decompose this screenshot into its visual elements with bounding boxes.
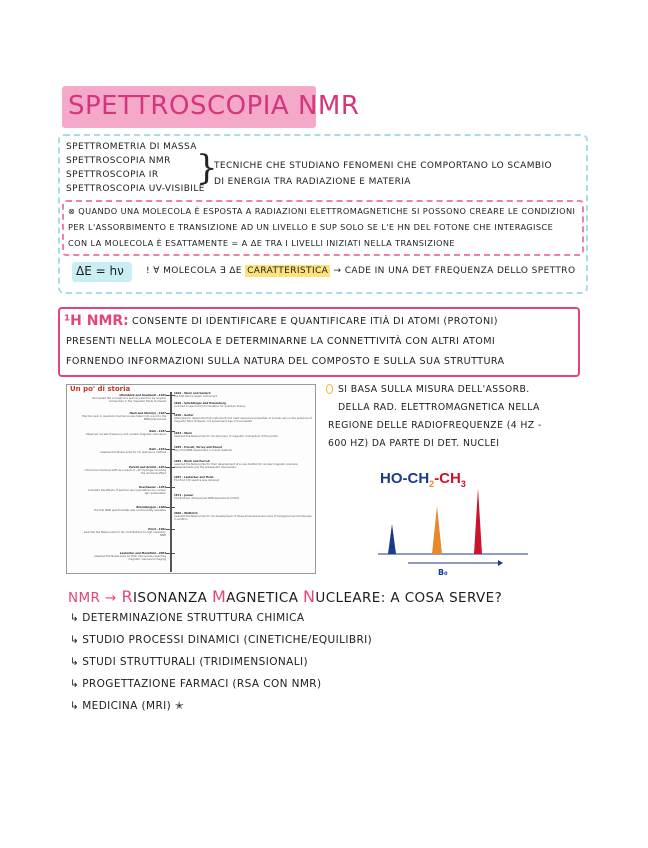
history-entry-right: [174, 494, 314, 500]
history-entry-text: awarded the Nobel prize for their development of a new method for nuclear magnetic precision measurements and the subsequent discoveries: [174, 463, 299, 470]
techniques-note: TECNICHE CHE STUDIANO FENOMENI CHE COMPORTANO LO SCAMBIO: [214, 161, 552, 171]
history-entry-who: Uhlenbeck and Goudsmit - 1925: [119, 394, 166, 397]
note-line: PER L'ASSORBIMENTO E TRANSIZIONE AD UN LIVELLO E SUP SOLO SE L'E HΝ DEL FOTONE CHE INTERAGISCE: [68, 222, 554, 232]
timeline-tick: [166, 487, 175, 488]
history-entry-text: Observed nuclear frequency and nuclear magnetic resonance: [85, 433, 166, 437]
history-entry-text: awarded the Nobel prize for his discovery of magnetic momentum of the proton: [174, 435, 278, 439]
history-entry-who: Rabi - 1944: [149, 448, 166, 451]
application-label: MEDICINA (MRI) ✭: [82, 700, 185, 712]
history-entry-left: [82, 466, 166, 476]
history-entry-text: Electron spin in quantum mechanics was taken into a and to the NMR phenomena: [82, 415, 166, 422]
spectrum-text: DELLA RAD. ELETTROMAGNETICA NELLA: [338, 402, 540, 413]
question-part: AGNETICA: [226, 590, 304, 606]
note-line: CON LA MOLECOLA È ESATTAMENTE = A ΔE TRA I LIVELLI INIZIATI NELLA TRANSIZIONE: [68, 238, 455, 248]
molecule-statement: [146, 266, 575, 276]
application-item: ↳ DETERMINAZIONE STRUTTURA CHIMICA: [70, 612, 305, 624]
history-entry-text: The first two dimensional NMR experiment (COSY): [174, 497, 240, 501]
history-entry-left: [82, 528, 166, 538]
application-item: ↳ STUDI STRUTTURALI (TRIDIMENSIONALI): [70, 656, 308, 668]
application-item: ↳ PROGETTAZIONE FARMACI (RSA CON NMR): [70, 678, 322, 690]
history-entry-text: awarded the Nobel prize for his resonance method: [100, 451, 166, 455]
history-entry-text: attempted to design the first instrument and used resonance properties of nuclear spin in the presence of magnetic field. However, his experiment was not successful: [174, 417, 312, 424]
question-part: UCLEARE: A COSA SERVE?: [315, 590, 503, 606]
molecule-formula: [380, 470, 466, 489]
history-entry-text: awarded the Nobel prize for their discoveries regarding magnetic resonance imaging: [94, 555, 166, 562]
molecule-sub: 3: [460, 479, 466, 489]
history-entry-text: very first NMR experiment in a bulk material: [174, 449, 232, 453]
history-entry-text: discovered the concept of a spinning electron by angular momentum in the magnetic fields moments: [91, 397, 166, 404]
history-entry-left: [82, 430, 166, 436]
history-entry-who: Bloembergen - 1960: [136, 506, 166, 509]
timeline-tick: [166, 529, 175, 530]
history-entry-left: [82, 412, 166, 422]
history-entry-right: [174, 414, 314, 424]
history-entry-who: 1971 - Jeener: [174, 494, 194, 497]
b0-arrowhead: [498, 560, 503, 566]
question-part: M: [211, 587, 227, 606]
application-item: ↳ MEDICINA (MRI) ✭: [70, 700, 185, 712]
characteristic-highlight: CARATTERISTICA: [247, 266, 329, 276]
history-title: Un po' di storia: [70, 385, 131, 393]
spectrum-text: REGIONE DELLE RADIOFREQUENZE (4 HZ -: [328, 420, 542, 431]
nmr-question-heading: [68, 587, 502, 606]
history-entry-left: [82, 448, 166, 454]
application-label: PROGETTAZIONE FARMACI (RSA CON NMR): [82, 678, 322, 690]
history-entry-left: [82, 394, 166, 404]
history-entry-text: included a new branch formulation for quantum theory: [174, 405, 246, 409]
history-entry-who: 1957 - Lauterbur and Holm: [174, 476, 214, 479]
history-entry-who: Purcell and Arnold - 1951: [128, 466, 166, 469]
page-title: SPETTROSCOPIA NMR: [68, 91, 360, 121]
history-entry-left: [82, 486, 166, 496]
nmr-definition-line: PRESENTI NELLA MOLECOLA E DETERMINARNE LA CONNETTIVITÀ CON ALTRI ATOMI: [66, 336, 496, 347]
technique-item: SPETTROSCOPIA IR: [66, 170, 159, 180]
question-part: R: [121, 587, 133, 606]
molecule-sub: 2: [429, 479, 435, 489]
history-entry-right: [174, 446, 314, 452]
molecule-statement-suffix: → CADE IN UNA DET FREQUENZA DELLO SPETTRO: [333, 266, 576, 276]
timeline-tick: [166, 553, 175, 554]
history-entry-text: awarded the Nobel prize for his contributions to high resolution NMR: [83, 531, 166, 538]
question-part: ISONANZA: [132, 590, 212, 606]
application-item: ↳ STUDIO PROCESSI DINAMICI (CINETICHE/EQUILIBRI): [70, 634, 373, 646]
history-entry-who: 1952 - Bloch and Purcell: [174, 460, 210, 463]
spectrum-text: SI BASA SULLA MISURA DELL'ASSORB.: [338, 384, 530, 395]
energy-equation: ΔE = hν: [76, 264, 124, 278]
application-label: DETERMINAZIONE STRUTTURA CHIMICA: [82, 612, 305, 624]
application-label: STUDIO PROCESSI DINAMICI (CINETICHE/EQUILIBRI): [82, 634, 373, 646]
history-entry-who: Lauterbur and Mansfield - 2003: [119, 552, 166, 555]
history-entry-right: [174, 460, 314, 470]
history-entry-left: [82, 506, 166, 512]
peak-ch3: [474, 488, 482, 554]
brace: }: [196, 148, 218, 188]
application-label: STUDI STRUTTURALI (TRIDIMENSIONALI): [82, 656, 308, 668]
technique-item: SPETTROSCOPIA UV-VISIBILE: [66, 184, 205, 194]
question-part: N: [303, 587, 316, 606]
history-entry-text: introduced chemical shift as a result of ~1H hydrogen bonding the chemical effect: [84, 469, 166, 476]
history-entry-who: Rabi - 1937: [149, 430, 166, 433]
spectrum-text: 600 HZ) DA PARTE DI DET. NUCLEI: [328, 438, 500, 449]
bullet-icon: [326, 384, 333, 394]
history-entry-right: [174, 402, 314, 408]
history-entry-right: [174, 432, 314, 438]
techniques-note: DI ENERGIA TRA RADIAZIONE E MATERIA: [214, 177, 411, 187]
molecule-statement-prefix: ! ∀ MOLECOLA ∃ ΔE: [146, 266, 242, 276]
history-entry-who: 1922 - Stern and Gerlach: [174, 392, 211, 395]
b0-label: B₀: [438, 568, 448, 577]
history-entry-who: 1926 - Schrödinger and Heisenberg: [174, 402, 226, 405]
nmr-heading: ¹H NMR:: [64, 313, 129, 329]
history-entry-who: 1936 - Gorter: [174, 414, 194, 417]
question-part: NMR: [68, 590, 101, 606]
history-entry-who: 1945 - Purcell, Torrey and Pound: [174, 446, 222, 449]
history-entry-text: indicated the effects of electron spin populations by nuclear spin polarization: [87, 489, 166, 496]
technique-item: SPETTROSCOPIA NMR: [66, 156, 171, 166]
history-entry-text: the first NMR spectrometer was commercially available: [94, 509, 166, 513]
history-entry-text: The first 13C spectra was obtained: [174, 479, 220, 483]
history-entry-who: Ernst - 1991: [148, 528, 166, 531]
history-entry-who: 2002 - Wüthrich: [174, 512, 198, 515]
history-entry-text: awarded the Nobel prize for his development of three-dimensional structure of biological macromolecules in solution: [174, 515, 312, 522]
question-part: →: [100, 590, 122, 606]
history-entry-who: Overhauser - 1953: [138, 486, 166, 489]
nmr-definition-line: CONSENTE DI IDENTIFICARE E QUANTIFICARE ITIÀ DI ATOMI (PROTONI): [132, 316, 498, 327]
history-entry-right: [174, 512, 314, 522]
note-line: ⊗ QUANDO UNA MOLECOLA È ESPOSTA A RADIAZIONI ELETTROMAGNETICHE SI POSSONO CREARE LE CONDIZIONI: [68, 206, 576, 216]
molecule-part: HO-CH: [380, 470, 430, 487]
history-entry-who: Pauli and Stern(s) - 1927: [129, 412, 166, 415]
timeline-axis: [170, 392, 172, 572]
technique-item: SPETTROMETRIA DI MASSA: [66, 142, 197, 152]
peak-ch2: [432, 506, 442, 554]
nmr-definition-line: FORNENDO INFORMAZIONI SULLA NATURA DEL COMPOSTO E SULLA SUA STRUTTURA: [66, 356, 505, 367]
history-entry-left: [82, 552, 166, 562]
history-entry-right: [174, 392, 314, 398]
history-entry-right: [174, 476, 314, 482]
molecule-part: -CH: [434, 470, 461, 487]
history-entry-who: 1943 - Stern: [174, 432, 193, 435]
peak-oh: [388, 524, 396, 554]
timeline-tick: [166, 507, 175, 508]
history-entry-text: the first atomic beam instrument: [174, 395, 218, 399]
